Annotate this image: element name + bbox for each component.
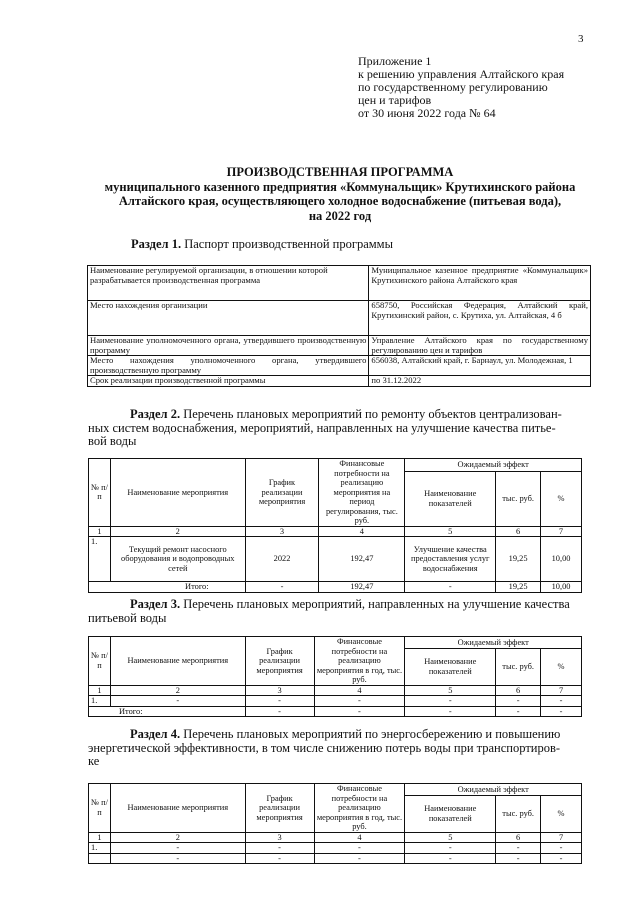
table-row [89, 696, 582, 707]
total-indicator: - [405, 582, 496, 593]
total-label: Итого: [89, 706, 246, 717]
header-schedule: График реализации мероприятия [245, 459, 319, 527]
column-number: 3 [245, 526, 319, 537]
header-effect: Ожидаемый эффект [405, 637, 582, 649]
column-number: 1 [89, 526, 111, 537]
row-name: - [110, 853, 245, 864]
row-indicator: Улучшение качества предоставления услуг водоснабжения [405, 537, 496, 582]
header-indicator: Наименование показателей [405, 472, 496, 526]
row-indicator: - [405, 843, 496, 854]
column-number-row [89, 526, 582, 537]
total-percent: - [541, 706, 582, 717]
annex-line: к решению управления Алтайского края [358, 67, 565, 81]
row-schedule: - [245, 696, 314, 707]
table-header-row [89, 459, 582, 472]
row-schedule: - [245, 843, 314, 854]
column-number: 4 [314, 685, 405, 696]
title-line: муниципального казенного предприятия «Коммунальщик» Крутихинского района [104, 179, 576, 194]
title-line: ПРОИЗВОДСТВЕННАЯ ПРОГРАММА [226, 165, 454, 179]
column-number: 4 [319, 526, 405, 537]
row-percent: - [541, 843, 582, 854]
column-number: 6 [496, 832, 541, 843]
passport-name: Наименование регулируемой организации, в отношении которой разрабатывается производственная программа [88, 266, 369, 301]
header-percent: % [541, 648, 582, 685]
total-percent: 10,00 [541, 582, 582, 593]
total-label: Итого: [89, 582, 246, 593]
section-text: питьевой воды [88, 610, 167, 625]
header-effect: Ожидаемый эффект [405, 784, 582, 796]
section-text: ке [88, 754, 100, 768]
total-row [89, 582, 582, 593]
section4-heading [88, 728, 584, 769]
passport-name: Наименование уполномоченного органа, утвердившего производственную программу [88, 336, 369, 356]
passport-value: 656038, Алтайский край, г. Барнаул, ул. Молодежная, 1 [369, 356, 591, 376]
section-text: Паспорт производственной программы [184, 237, 393, 251]
table-row [89, 537, 582, 582]
row-thousand: - [496, 843, 541, 854]
table-row [88, 266, 591, 301]
section-label: Раздел 2. [130, 407, 181, 421]
row-finance: - [314, 853, 405, 864]
section-text: ных систем водоснабжения, мероприятий, направленных на улучшение качества питье- [88, 420, 556, 435]
table-row [89, 843, 582, 854]
row-num: 1. [89, 696, 111, 707]
section4-table [88, 783, 582, 864]
header-thousand: тыс. руб. [496, 648, 541, 685]
row-num: 1. [89, 537, 111, 582]
column-number: 2 [110, 832, 245, 843]
header-indicator: Наименование показателей [405, 795, 496, 832]
row-finance: - [314, 843, 405, 854]
header-schedule: График реализации мероприятия [245, 784, 314, 833]
column-number: 7 [541, 526, 582, 537]
header-name: Наименование мероприятия [110, 637, 245, 686]
column-number: 3 [245, 685, 314, 696]
column-number-row [89, 832, 582, 843]
column-number: 6 [496, 685, 541, 696]
row-num: 1. [89, 843, 111, 854]
total-finance: 192,47 [319, 582, 405, 593]
row-finance: 192,47 [319, 537, 405, 582]
header-percent: % [541, 472, 582, 526]
row-percent: 10,00 [541, 537, 582, 582]
column-number: 6 [496, 526, 541, 537]
header-finance: Финансовые потребности на реализацию мероприятия на период регулирования, тыс. руб. [319, 459, 405, 527]
annex-line: от 30 июня 2022 года № 64 [358, 106, 496, 120]
section2-table [88, 458, 582, 593]
section-text: вой воды [88, 434, 137, 448]
row-thousand: 19,25 [496, 537, 541, 582]
row-name: - [110, 843, 245, 854]
header-effect: Ожидаемый эффект [405, 459, 582, 472]
section-label: Раздел 1. [131, 237, 182, 251]
header-finance: Финансовые потребности на реализацию мероприятия в год, тыс. руб. [314, 637, 405, 686]
passport-name: Место нахождения организации [88, 301, 369, 336]
section-text: Перечень плановых мероприятий по энергосбережению и повышению [183, 727, 561, 741]
column-number: 3 [245, 832, 314, 843]
section-label: Раздел 4. [130, 727, 181, 741]
annex-block [358, 55, 564, 120]
table-header-row [89, 784, 582, 796]
table-header-row [89, 637, 582, 649]
header-thousand: тыс. руб. [496, 795, 541, 832]
row-thousand: - [496, 853, 541, 864]
header-indicator: Наименование показателей [405, 648, 496, 685]
row-finance: - [314, 696, 405, 707]
total-thousand: 19,25 [496, 582, 541, 593]
row-schedule: - [245, 853, 314, 864]
table-row [88, 301, 591, 336]
total-thousand: - [496, 706, 541, 717]
passport-value: по 31.12.2022 [369, 376, 591, 387]
row-num [89, 853, 111, 864]
table-row [88, 356, 591, 376]
header-num: № п/п [89, 459, 111, 527]
row-name: - [110, 696, 245, 707]
column-number: 4 [314, 832, 405, 843]
header-finance: Финансовые потребности на реализацию мероприятия в год, тыс. руб. [314, 784, 405, 833]
row-name: Текущий ремонт насосного оборудования и водопроводных сетей [110, 537, 245, 582]
column-number: 2 [110, 526, 245, 537]
section-text: Перечень плановых мероприятий, направленных на улучшение качества [183, 597, 570, 611]
table-row [88, 376, 591, 387]
row-indicator: - [405, 853, 496, 864]
total-indicator: - [405, 706, 496, 717]
passport-table [87, 265, 591, 387]
row-thousand: - [496, 696, 541, 707]
column-number: 1 [89, 832, 111, 843]
column-number: 5 [405, 526, 496, 537]
section-text: энергетической эффективности, в том числе снижению потерь воды при транспортиров- [88, 740, 561, 755]
annex-line: по государственному регулированию [358, 80, 548, 94]
section3-table [88, 636, 582, 717]
annex-line: цен и тарифов [358, 93, 432, 107]
total-row [89, 706, 582, 717]
passport-value: Муниципальное казенное предприятие «Коммунальщик» Крутихинского района Алтайского края [369, 266, 591, 301]
column-number: 7 [541, 685, 582, 696]
passport-name: Место нахождения уполномоченного органа, утвердившего производственную программу [88, 356, 369, 376]
header-num: № п/п [89, 784, 111, 833]
header-thousand: тыс. руб. [496, 472, 541, 526]
column-number: 1 [89, 685, 111, 696]
header-name: Наименование мероприятия [110, 784, 245, 833]
passport-name: Срок реализации производственной программы [88, 376, 369, 387]
header-schedule: График реализации мероприятия [245, 637, 314, 686]
title-line: на 2022 год [308, 208, 372, 223]
title-line: Алтайского края, осуществляющего холодное водоснабжение (питьевая вода), [118, 194, 562, 208]
section-label: Раздел 3. [130, 597, 181, 611]
row-schedule: 2022 [245, 537, 319, 582]
page-number: 3 [578, 33, 584, 45]
column-number-row [89, 685, 582, 696]
section2-heading [88, 408, 584, 449]
section3-heading [88, 598, 584, 625]
table-row [89, 853, 582, 864]
table-row [88, 336, 591, 356]
total-schedule: - [245, 582, 319, 593]
passport-value: 658750, Российская Федерация, Алтайский край, Крутихинский район, с. Крутиха, ул. Алтайская, 4 б [369, 301, 591, 336]
annex-line: Приложение 1 [358, 54, 432, 68]
passport-value: Управление Алтайского края по государственному регулированию цен и тарифов [369, 336, 591, 356]
total-schedule: - [245, 706, 314, 717]
header-percent: % [541, 795, 582, 832]
row-percent: - [541, 853, 582, 864]
column-number: 2 [110, 685, 245, 696]
row-indicator: - [405, 696, 496, 707]
document-title [60, 165, 620, 223]
column-number: 7 [541, 832, 582, 843]
column-number: 5 [405, 832, 496, 843]
row-percent: - [541, 696, 582, 707]
header-num: № п/п [89, 637, 111, 686]
section-text: Перечень плановых мероприятий по ремонту объектов централизован- [183, 407, 562, 421]
section1-heading [131, 238, 393, 252]
total-finance: - [314, 706, 405, 717]
column-number: 5 [405, 685, 496, 696]
header-name: Наименование мероприятия [110, 459, 245, 527]
